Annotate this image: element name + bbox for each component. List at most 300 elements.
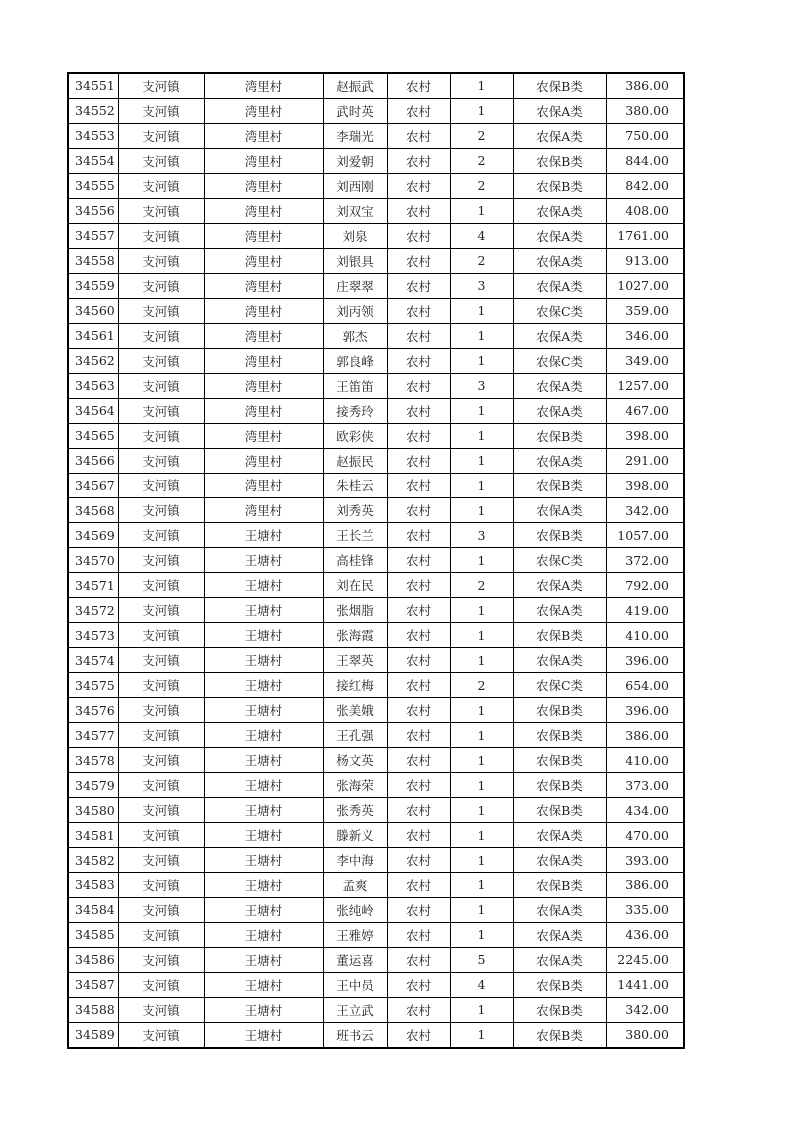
table-body xyxy=(68,73,684,1048)
table-row xyxy=(68,773,684,798)
area-type-cell: 农村 xyxy=(387,148,450,173)
record-id-cell: 34564 xyxy=(68,398,118,423)
area-type-cell: 农村 xyxy=(387,798,450,823)
record-id-cell: 34558 xyxy=(68,248,118,273)
amount-cell: 410.00 xyxy=(606,748,684,773)
village-cell: 王塘村 xyxy=(204,798,323,823)
table-row xyxy=(68,373,684,398)
village-cell: 王塘村 xyxy=(204,997,323,1022)
amount-cell: 467.00 xyxy=(606,398,684,423)
person-name-cell: 张秀英 xyxy=(323,798,387,823)
record-id-cell: 34551 xyxy=(68,73,118,98)
amount-cell: 844.00 xyxy=(606,148,684,173)
person-name-cell: 班书云 xyxy=(323,1022,387,1047)
household-count-cell: 2 xyxy=(450,248,513,273)
area-type-cell: 农村 xyxy=(387,73,450,98)
town-cell: 支河镇 xyxy=(118,448,204,473)
area-type-cell: 农村 xyxy=(387,623,450,648)
record-id-cell: 34589 xyxy=(68,1022,118,1047)
amount-cell: 398.00 xyxy=(606,423,684,448)
record-id-cell: 34576 xyxy=(68,698,118,723)
town-cell: 支河镇 xyxy=(118,798,204,823)
amount-cell: 346.00 xyxy=(606,323,684,348)
record-id-cell: 34579 xyxy=(68,773,118,798)
person-name-cell: 张美娥 xyxy=(323,698,387,723)
insurance-category-cell: 农保B类 xyxy=(513,1022,606,1047)
village-cell: 王塘村 xyxy=(204,748,323,773)
amount-cell: 408.00 xyxy=(606,198,684,223)
record-id-cell: 34578 xyxy=(68,748,118,773)
insurance-category-cell: 农保B类 xyxy=(513,623,606,648)
village-cell: 王塘村 xyxy=(204,598,323,623)
person-name-cell: 刘丙领 xyxy=(323,298,387,323)
person-name-cell: 刘银具 xyxy=(323,248,387,273)
insurance-category-cell: 农保A类 xyxy=(513,947,606,972)
person-name-cell: 王孔强 xyxy=(323,723,387,748)
area-type-cell: 农村 xyxy=(387,997,450,1022)
area-type-cell: 农村 xyxy=(387,573,450,598)
household-count-cell: 1 xyxy=(450,623,513,648)
table-row xyxy=(68,523,684,548)
amount-cell: 359.00 xyxy=(606,298,684,323)
record-id-cell: 34555 xyxy=(68,173,118,198)
amount-cell: 1027.00 xyxy=(606,273,684,298)
record-id-cell: 34568 xyxy=(68,498,118,523)
person-name-cell: 刘泉 xyxy=(323,223,387,248)
town-cell: 支河镇 xyxy=(118,173,204,198)
record-id-cell: 34575 xyxy=(68,673,118,698)
person-name-cell: 张海荣 xyxy=(323,773,387,798)
town-cell: 支河镇 xyxy=(118,748,204,773)
household-count-cell: 2 xyxy=(450,123,513,148)
table-row xyxy=(68,123,684,148)
town-cell: 支河镇 xyxy=(118,498,204,523)
household-count-cell: 1 xyxy=(450,897,513,922)
household-count-cell: 1 xyxy=(450,323,513,348)
amount-cell: 373.00 xyxy=(606,773,684,798)
town-cell: 支河镇 xyxy=(118,198,204,223)
table-row xyxy=(68,798,684,823)
person-name-cell: 张海霞 xyxy=(323,623,387,648)
town-cell: 支河镇 xyxy=(118,648,204,673)
record-id-cell: 34554 xyxy=(68,148,118,173)
village-cell: 湾里村 xyxy=(204,373,323,398)
insurance-category-cell: 农保B类 xyxy=(513,523,606,548)
amount-cell: 1257.00 xyxy=(606,373,684,398)
record-id-cell: 34577 xyxy=(68,723,118,748)
person-name-cell: 王中员 xyxy=(323,972,387,997)
town-cell: 支河镇 xyxy=(118,673,204,698)
person-name-cell: 高桂锋 xyxy=(323,548,387,573)
village-cell: 湾里村 xyxy=(204,398,323,423)
amount-cell: 434.00 xyxy=(606,798,684,823)
record-id-cell: 34569 xyxy=(68,523,118,548)
household-count-cell: 5 xyxy=(450,947,513,972)
insurance-category-cell: 农保B类 xyxy=(513,473,606,498)
person-name-cell: 欧彩侠 xyxy=(323,423,387,448)
village-cell: 王塘村 xyxy=(204,623,323,648)
person-name-cell: 王笛笛 xyxy=(323,373,387,398)
household-count-cell: 4 xyxy=(450,223,513,248)
insurance-category-cell: 农保B类 xyxy=(513,798,606,823)
area-type-cell: 农村 xyxy=(387,198,450,223)
village-cell: 湾里村 xyxy=(204,473,323,498)
record-id-cell: 34563 xyxy=(68,373,118,398)
table-row xyxy=(68,673,684,698)
record-id-cell: 34562 xyxy=(68,348,118,373)
village-cell: 王塘村 xyxy=(204,1022,323,1047)
household-count-cell: 3 xyxy=(450,523,513,548)
village-cell: 王塘村 xyxy=(204,823,323,848)
area-type-cell: 农村 xyxy=(387,848,450,873)
person-name-cell: 武时英 xyxy=(323,98,387,123)
household-count-cell: 3 xyxy=(450,373,513,398)
insurance-category-cell: 农保B类 xyxy=(513,698,606,723)
insurance-category-cell: 农保A类 xyxy=(513,98,606,123)
household-count-cell: 2 xyxy=(450,573,513,598)
village-cell: 王塘村 xyxy=(204,698,323,723)
town-cell: 支河镇 xyxy=(118,398,204,423)
area-type-cell: 农村 xyxy=(387,373,450,398)
amount-cell: 1761.00 xyxy=(606,223,684,248)
table-row xyxy=(68,248,684,273)
record-id-cell: 34553 xyxy=(68,123,118,148)
household-count-cell: 1 xyxy=(450,648,513,673)
area-type-cell: 农村 xyxy=(387,498,450,523)
record-id-cell: 34561 xyxy=(68,323,118,348)
area-type-cell: 农村 xyxy=(387,98,450,123)
table-row xyxy=(68,648,684,673)
insurance-category-cell: 农保A类 xyxy=(513,373,606,398)
person-name-cell: 孟爽 xyxy=(323,873,387,898)
table-row xyxy=(68,848,684,873)
town-cell: 支河镇 xyxy=(118,73,204,98)
amount-cell: 419.00 xyxy=(606,598,684,623)
insurance-category-cell: 农保B类 xyxy=(513,73,606,98)
amount-cell: 386.00 xyxy=(606,873,684,898)
town-cell: 支河镇 xyxy=(118,598,204,623)
amount-cell: 393.00 xyxy=(606,848,684,873)
village-cell: 湾里村 xyxy=(204,73,323,98)
town-cell: 支河镇 xyxy=(118,148,204,173)
record-id-cell: 34582 xyxy=(68,848,118,873)
household-count-cell: 1 xyxy=(450,298,513,323)
insurance-category-cell: 农保B类 xyxy=(513,873,606,898)
household-count-cell: 1 xyxy=(450,698,513,723)
amount-cell: 2245.00 xyxy=(606,947,684,972)
record-id-cell: 34580 xyxy=(68,798,118,823)
person-name-cell: 赵振武 xyxy=(323,73,387,98)
amount-cell: 410.00 xyxy=(606,623,684,648)
table-row xyxy=(68,323,684,348)
table-row xyxy=(68,1022,684,1047)
record-id-cell: 34566 xyxy=(68,448,118,473)
record-id-cell: 34571 xyxy=(68,573,118,598)
table-row xyxy=(68,972,684,997)
village-cell: 湾里村 xyxy=(204,498,323,523)
person-name-cell: 接红梅 xyxy=(323,673,387,698)
table-row xyxy=(68,873,684,898)
record-id-cell: 34584 xyxy=(68,897,118,922)
area-type-cell: 农村 xyxy=(387,473,450,498)
record-id-cell: 34573 xyxy=(68,623,118,648)
amount-cell: 291.00 xyxy=(606,448,684,473)
village-cell: 湾里村 xyxy=(204,223,323,248)
table-row xyxy=(68,598,684,623)
table-row xyxy=(68,997,684,1022)
household-count-cell: 1 xyxy=(450,498,513,523)
village-cell: 王塘村 xyxy=(204,873,323,898)
insurance-category-cell: 农保A类 xyxy=(513,922,606,947)
person-name-cell: 杨文英 xyxy=(323,748,387,773)
record-id-cell: 34588 xyxy=(68,997,118,1022)
village-cell: 王塘村 xyxy=(204,573,323,598)
table-row xyxy=(68,348,684,373)
insurance-category-cell: 农保A类 xyxy=(513,498,606,523)
person-name-cell: 李瑞光 xyxy=(323,123,387,148)
table-row xyxy=(68,823,684,848)
record-id-cell: 34560 xyxy=(68,298,118,323)
town-cell: 支河镇 xyxy=(118,98,204,123)
village-cell: 湾里村 xyxy=(204,448,323,473)
household-count-cell: 1 xyxy=(450,473,513,498)
amount-cell: 380.00 xyxy=(606,98,684,123)
household-count-cell: 2 xyxy=(450,148,513,173)
record-id-cell: 34565 xyxy=(68,423,118,448)
insurance-category-cell: 农保B类 xyxy=(513,773,606,798)
household-count-cell: 1 xyxy=(450,922,513,947)
town-cell: 支河镇 xyxy=(118,698,204,723)
table-row xyxy=(68,273,684,298)
insurance-category-cell: 农保A类 xyxy=(513,897,606,922)
record-id-cell: 34586 xyxy=(68,947,118,972)
town-cell: 支河镇 xyxy=(118,947,204,972)
area-type-cell: 农村 xyxy=(387,922,450,947)
amount-cell: 1441.00 xyxy=(606,972,684,997)
village-cell: 湾里村 xyxy=(204,173,323,198)
table-row xyxy=(68,423,684,448)
table-row xyxy=(68,748,684,773)
amount-cell: 842.00 xyxy=(606,173,684,198)
insurance-category-cell: 农保B类 xyxy=(513,972,606,997)
insurance-category-cell: 农保B类 xyxy=(513,173,606,198)
household-count-cell: 1 xyxy=(450,98,513,123)
person-name-cell: 郭杰 xyxy=(323,323,387,348)
amount-cell: 396.00 xyxy=(606,648,684,673)
records-table xyxy=(67,72,685,1049)
town-cell: 支河镇 xyxy=(118,1022,204,1047)
village-cell: 王塘村 xyxy=(204,947,323,972)
town-cell: 支河镇 xyxy=(118,623,204,648)
household-count-cell: 4 xyxy=(450,972,513,997)
town-cell: 支河镇 xyxy=(118,723,204,748)
household-count-cell: 1 xyxy=(450,198,513,223)
area-type-cell: 农村 xyxy=(387,598,450,623)
household-count-cell: 1 xyxy=(450,723,513,748)
person-name-cell: 刘爱朝 xyxy=(323,148,387,173)
area-type-cell: 农村 xyxy=(387,548,450,573)
town-cell: 支河镇 xyxy=(118,972,204,997)
person-name-cell: 刘双宝 xyxy=(323,198,387,223)
amount-cell: 335.00 xyxy=(606,897,684,922)
area-type-cell: 农村 xyxy=(387,223,450,248)
amount-cell: 470.00 xyxy=(606,823,684,848)
person-name-cell: 王立武 xyxy=(323,997,387,1022)
table-row xyxy=(68,473,684,498)
record-id-cell: 34559 xyxy=(68,273,118,298)
person-name-cell: 赵振民 xyxy=(323,448,387,473)
town-cell: 支河镇 xyxy=(118,273,204,298)
area-type-cell: 农村 xyxy=(387,323,450,348)
insurance-category-cell: 农保A类 xyxy=(513,398,606,423)
amount-cell: 372.00 xyxy=(606,548,684,573)
town-cell: 支河镇 xyxy=(118,523,204,548)
record-id-cell: 34574 xyxy=(68,648,118,673)
town-cell: 支河镇 xyxy=(118,823,204,848)
table-row xyxy=(68,98,684,123)
insurance-category-cell: 农保C类 xyxy=(513,673,606,698)
person-name-cell: 郭良峰 xyxy=(323,348,387,373)
record-id-cell: 34585 xyxy=(68,922,118,947)
table-row xyxy=(68,448,684,473)
amount-cell: 386.00 xyxy=(606,73,684,98)
amount-cell: 349.00 xyxy=(606,348,684,373)
town-cell: 支河镇 xyxy=(118,248,204,273)
insurance-category-cell: 农保A类 xyxy=(513,598,606,623)
area-type-cell: 农村 xyxy=(387,773,450,798)
town-cell: 支河镇 xyxy=(118,773,204,798)
area-type-cell: 农村 xyxy=(387,423,450,448)
person-name-cell: 刘西刚 xyxy=(323,173,387,198)
village-cell: 王塘村 xyxy=(204,897,323,922)
person-name-cell: 董运喜 xyxy=(323,947,387,972)
amount-cell: 792.00 xyxy=(606,573,684,598)
area-type-cell: 农村 xyxy=(387,398,450,423)
record-id-cell: 34557 xyxy=(68,223,118,248)
town-cell: 支河镇 xyxy=(118,348,204,373)
area-type-cell: 农村 xyxy=(387,673,450,698)
insurance-category-cell: 农保B类 xyxy=(513,748,606,773)
amount-cell: 398.00 xyxy=(606,473,684,498)
village-cell: 湾里村 xyxy=(204,123,323,148)
amount-cell: 436.00 xyxy=(606,922,684,947)
table-row xyxy=(68,723,684,748)
town-cell: 支河镇 xyxy=(118,922,204,947)
insurance-category-cell: 农保A类 xyxy=(513,223,606,248)
household-count-cell: 1 xyxy=(450,823,513,848)
village-cell: 王塘村 xyxy=(204,548,323,573)
table-row xyxy=(68,947,684,972)
household-count-cell: 1 xyxy=(450,398,513,423)
insurance-category-cell: 农保A类 xyxy=(513,648,606,673)
household-count-cell: 1 xyxy=(450,748,513,773)
town-cell: 支河镇 xyxy=(118,548,204,573)
village-cell: 王塘村 xyxy=(204,848,323,873)
town-cell: 支河镇 xyxy=(118,423,204,448)
amount-cell: 386.00 xyxy=(606,723,684,748)
record-id-cell: 34567 xyxy=(68,473,118,498)
person-name-cell: 王雅婷 xyxy=(323,922,387,947)
record-id-cell: 34570 xyxy=(68,548,118,573)
area-type-cell: 农村 xyxy=(387,448,450,473)
household-count-cell: 1 xyxy=(450,798,513,823)
person-name-cell: 朱桂云 xyxy=(323,473,387,498)
person-name-cell: 滕新义 xyxy=(323,823,387,848)
area-type-cell: 农村 xyxy=(387,123,450,148)
area-type-cell: 农村 xyxy=(387,173,450,198)
village-cell: 王塘村 xyxy=(204,972,323,997)
person-name-cell: 张烟脂 xyxy=(323,598,387,623)
area-type-cell: 农村 xyxy=(387,873,450,898)
area-type-cell: 农村 xyxy=(387,972,450,997)
person-name-cell: 张纯岭 xyxy=(323,897,387,922)
insurance-category-cell: 农保A类 xyxy=(513,323,606,348)
person-name-cell: 刘在民 xyxy=(323,573,387,598)
record-id-cell: 34552 xyxy=(68,98,118,123)
area-type-cell: 农村 xyxy=(387,748,450,773)
village-cell: 王塘村 xyxy=(204,673,323,698)
insurance-category-cell: 农保B类 xyxy=(513,423,606,448)
amount-cell: 380.00 xyxy=(606,1022,684,1047)
area-type-cell: 农村 xyxy=(387,823,450,848)
insurance-category-cell: 农保B类 xyxy=(513,723,606,748)
household-count-cell: 1 xyxy=(450,348,513,373)
household-count-cell: 1 xyxy=(450,73,513,98)
town-cell: 支河镇 xyxy=(118,573,204,598)
area-type-cell: 农村 xyxy=(387,947,450,972)
insurance-category-cell: 农保A类 xyxy=(513,573,606,598)
table-row xyxy=(68,498,684,523)
village-cell: 王塘村 xyxy=(204,648,323,673)
table-row xyxy=(68,298,684,323)
insurance-category-cell: 农保A类 xyxy=(513,248,606,273)
amount-cell: 654.00 xyxy=(606,673,684,698)
household-count-cell: 1 xyxy=(450,1022,513,1047)
amount-cell: 342.00 xyxy=(606,498,684,523)
household-count-cell: 1 xyxy=(450,773,513,798)
table-row xyxy=(68,573,684,598)
household-count-cell: 2 xyxy=(450,173,513,198)
area-type-cell: 农村 xyxy=(387,698,450,723)
household-count-cell: 1 xyxy=(450,848,513,873)
village-cell: 湾里村 xyxy=(204,198,323,223)
village-cell: 湾里村 xyxy=(204,323,323,348)
town-cell: 支河镇 xyxy=(118,997,204,1022)
household-count-cell: 1 xyxy=(450,873,513,898)
person-name-cell: 李中海 xyxy=(323,848,387,873)
town-cell: 支河镇 xyxy=(118,897,204,922)
area-type-cell: 农村 xyxy=(387,273,450,298)
village-cell: 湾里村 xyxy=(204,248,323,273)
table-row xyxy=(68,148,684,173)
area-type-cell: 农村 xyxy=(387,897,450,922)
village-cell: 湾里村 xyxy=(204,348,323,373)
insurance-category-cell: 农保A类 xyxy=(513,123,606,148)
household-count-cell: 1 xyxy=(450,997,513,1022)
village-cell: 湾里村 xyxy=(204,298,323,323)
household-count-cell: 1 xyxy=(450,448,513,473)
area-type-cell: 农村 xyxy=(387,723,450,748)
table-row xyxy=(68,548,684,573)
area-type-cell: 农村 xyxy=(387,523,450,548)
town-cell: 支河镇 xyxy=(118,473,204,498)
town-cell: 支河镇 xyxy=(118,373,204,398)
area-type-cell: 农村 xyxy=(387,1022,450,1047)
area-type-cell: 农村 xyxy=(387,298,450,323)
area-type-cell: 农村 xyxy=(387,648,450,673)
record-id-cell: 34556 xyxy=(68,198,118,223)
table-row xyxy=(68,897,684,922)
